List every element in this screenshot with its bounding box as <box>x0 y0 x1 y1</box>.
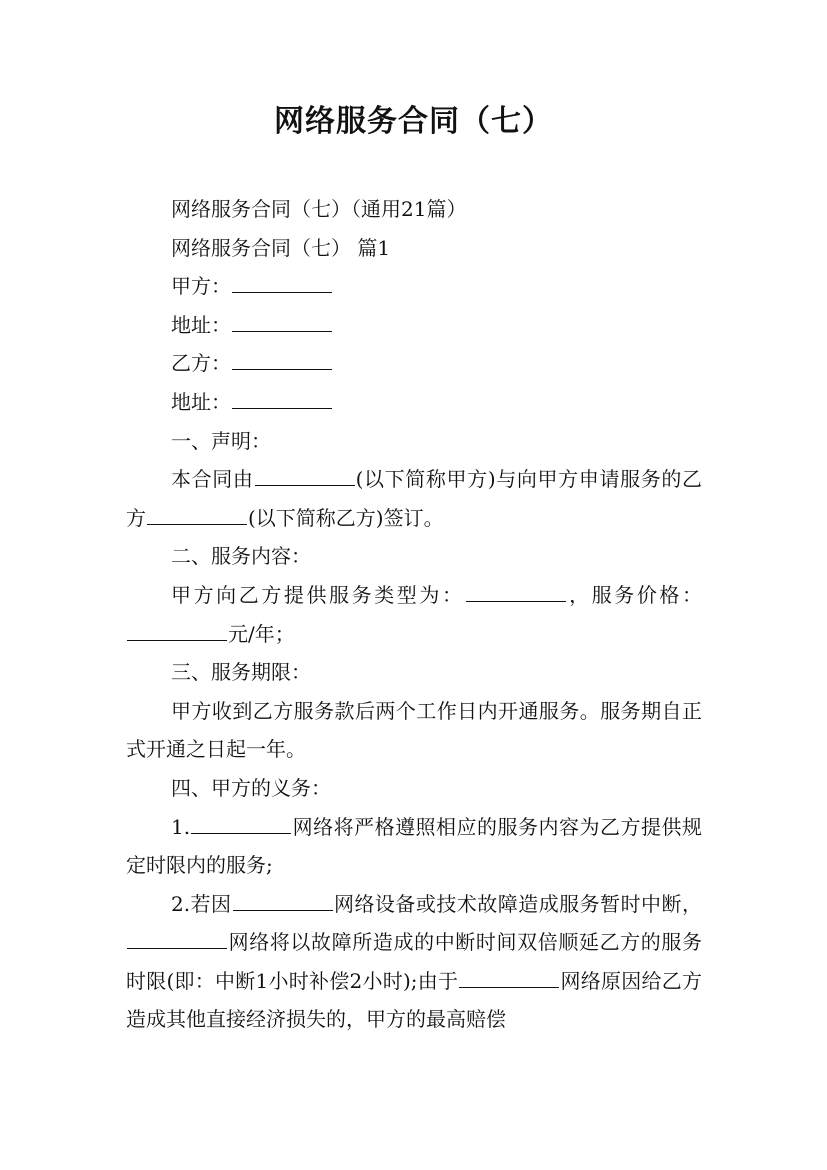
paragraph-text: (以下简称乙方)签订。 <box>248 505 444 530</box>
paragraph-text: 网络原因给乙方造成其他直接经济损失的，甲方的最高赔偿 <box>126 968 703 1032</box>
paragraph-text: 1. <box>171 814 191 839</box>
paragraph-text: 网络服务合同（七）（通用21篇） <box>171 197 467 221</box>
paragraph <box>126 344 702 383</box>
paragraph <box>126 808 702 885</box>
document-body <box>126 190 702 1039</box>
document-title: 网络服务合同（七） <box>274 104 553 139</box>
paragraph <box>126 692 702 769</box>
paragraph <box>126 267 702 306</box>
paragraph-text: 乙方： <box>171 351 231 376</box>
fill-in-blank <box>232 347 332 370</box>
fill-in-blank <box>147 502 247 525</box>
paragraph <box>126 422 702 461</box>
paragraph-text: 四、甲方的义务： <box>171 775 331 800</box>
paragraph <box>126 653 702 692</box>
paragraph-text: 网络将严格遵照相应的服务内容为乙方提供规定时限内的服务; <box>126 814 702 878</box>
fill-in-blank <box>127 618 227 641</box>
fill-in-blank <box>127 926 227 949</box>
paragraph <box>126 383 702 422</box>
paragraph-text: 地址： <box>171 389 231 414</box>
paragraph <box>126 576 702 653</box>
paragraph-text: 网络服务合同（七） 篇1 <box>171 235 391 260</box>
paragraph <box>126 537 702 576</box>
paragraph <box>126 306 702 345</box>
paragraph <box>126 190 702 229</box>
paragraph-text: 网络将以故障所造成的中断时间双倍顺延乙方的服务时限(即：中断1小时补偿2小时);由于 <box>126 930 702 993</box>
fill-in-blank <box>466 579 566 602</box>
paragraph-text: 甲方向乙方提供服务类型为： <box>171 582 465 607</box>
paragraph <box>126 885 702 1039</box>
paragraph-text: 甲方： <box>171 274 231 299</box>
paragraph-text: 地址： <box>171 312 231 337</box>
paragraph <box>126 460 702 537</box>
paragraph <box>126 229 702 268</box>
paragraph-text: ，服务价格： <box>566 582 703 607</box>
fill-in-blank <box>232 270 332 293</box>
paragraph-text: 一、声明： <box>171 428 271 453</box>
paragraph-text: 2.若因 <box>171 891 232 916</box>
paragraph-text: (以下简称甲方)与向甲方申请服务的乙方 <box>126 467 703 530</box>
paragraph-text: 本合同由 <box>171 467 254 492</box>
fill-in-blank <box>232 386 332 409</box>
paragraph-text: 甲方收到乙方服务款后两个工作日内开通服务。服务期自正式开通之日起一年。 <box>126 698 702 762</box>
paragraph-text: 三、服务期限： <box>171 660 311 685</box>
paragraph-text: 二、服务内容： <box>171 544 311 569</box>
fill-in-blank <box>233 888 333 911</box>
fill-in-blank <box>191 811 291 834</box>
fill-in-blank <box>232 309 332 332</box>
fill-in-blank <box>255 463 355 486</box>
paragraph-text: 网络设备或技术故障造成服务暂时中断， <box>333 891 702 916</box>
paragraph-text: 元/年； <box>228 621 295 646</box>
paragraph <box>126 769 702 808</box>
fill-in-blank <box>459 965 559 988</box>
